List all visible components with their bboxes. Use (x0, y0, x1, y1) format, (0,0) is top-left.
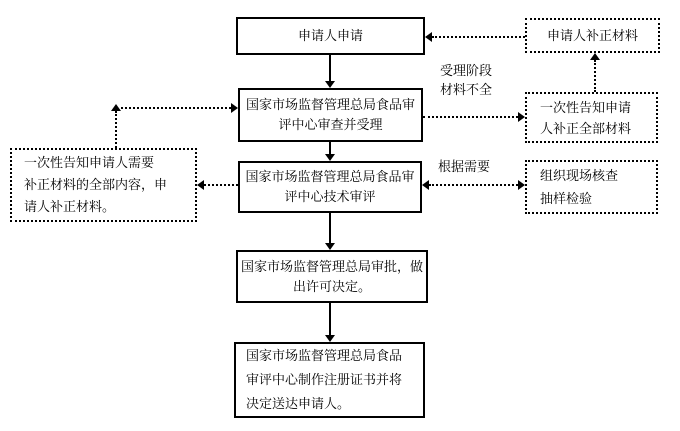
arrowhead-right-icon (518, 112, 525, 122)
node-samr-approval (236, 250, 428, 303)
node-label: 申请人申请 (297, 28, 363, 43)
node-label-line: 国家市场监督管理总局食品审 (245, 97, 415, 112)
arrowhead-down-icon (325, 81, 335, 88)
line (329, 55, 331, 81)
dashed-line (429, 184, 518, 186)
arrowhead-down-icon (325, 243, 335, 250)
node-label-line: 国家市场监督管理总局审批，做 (240, 258, 423, 274)
node-label-line: 抽样检验 (540, 191, 593, 206)
node-onetime-notice-supplement-all (525, 92, 658, 143)
arrowhead-left-icon (197, 180, 204, 190)
arrowhead-right-icon (231, 103, 238, 113)
dashed-line (204, 184, 238, 186)
node-issue-certificate (234, 342, 425, 418)
dashed-line (432, 36, 525, 38)
arrowhead-right-icon (518, 180, 525, 190)
arrowhead-up-icon (111, 104, 121, 111)
line (329, 213, 331, 243)
node-label-line: 评中心技术审评 (284, 189, 376, 204)
node-label-line: 一次性告知申请人需要 (24, 155, 155, 170)
edge-label-line: 根据需要 (438, 159, 491, 174)
edge-label-as-needed (438, 157, 490, 176)
dashed-line (423, 116, 518, 118)
node-label-line: 评中心审查并受理 (278, 117, 383, 132)
node-applicant-supplement-materials (525, 18, 660, 53)
node-label: 申请人补正材料 (546, 27, 638, 43)
node-label-line: 决定送达申请人。 (246, 396, 351, 411)
dashed-line (115, 111, 117, 148)
edge-label-acceptance-stage-incomplete (440, 61, 492, 99)
arrowhead-left-icon (422, 180, 429, 190)
node-label-line: 国家市场监督管理总局食品 (246, 348, 403, 363)
arrowhead-left-icon (425, 32, 432, 42)
node-review-and-accept (238, 88, 423, 142)
node-label-line: 请人补正材料。 (24, 199, 116, 214)
node-onetime-notice-all-content (10, 148, 197, 222)
edge-label-line: 受理阶段 (440, 63, 493, 78)
node-label-line: 出许可决定。 (292, 278, 371, 294)
line (329, 142, 331, 154)
edge-label-line: 材料不全 (440, 82, 493, 97)
arrowhead-down-icon (325, 335, 335, 342)
arrowhead-down-icon (325, 154, 335, 161)
node-label-line: 人补正全部材料 (540, 120, 632, 136)
node-technical-review (238, 161, 422, 213)
dashed-line (594, 60, 596, 92)
node-label-line: 补正材料的全部内容，申 (24, 177, 168, 192)
line (329, 303, 331, 335)
dashed-line (121, 107, 231, 109)
node-label-line: 国家市场监督管理总局食品审 (245, 169, 415, 184)
node-label-line: 一次性告知申请 (540, 99, 632, 115)
node-label-line: 审评中心制作注册证书并将 (246, 372, 403, 387)
node-label-line: 组织现场核查 (540, 168, 619, 183)
node-onsite-inspection-sampling (525, 160, 658, 214)
arrowhead-up-icon (590, 53, 600, 60)
node-applicant-apply (236, 17, 425, 55)
